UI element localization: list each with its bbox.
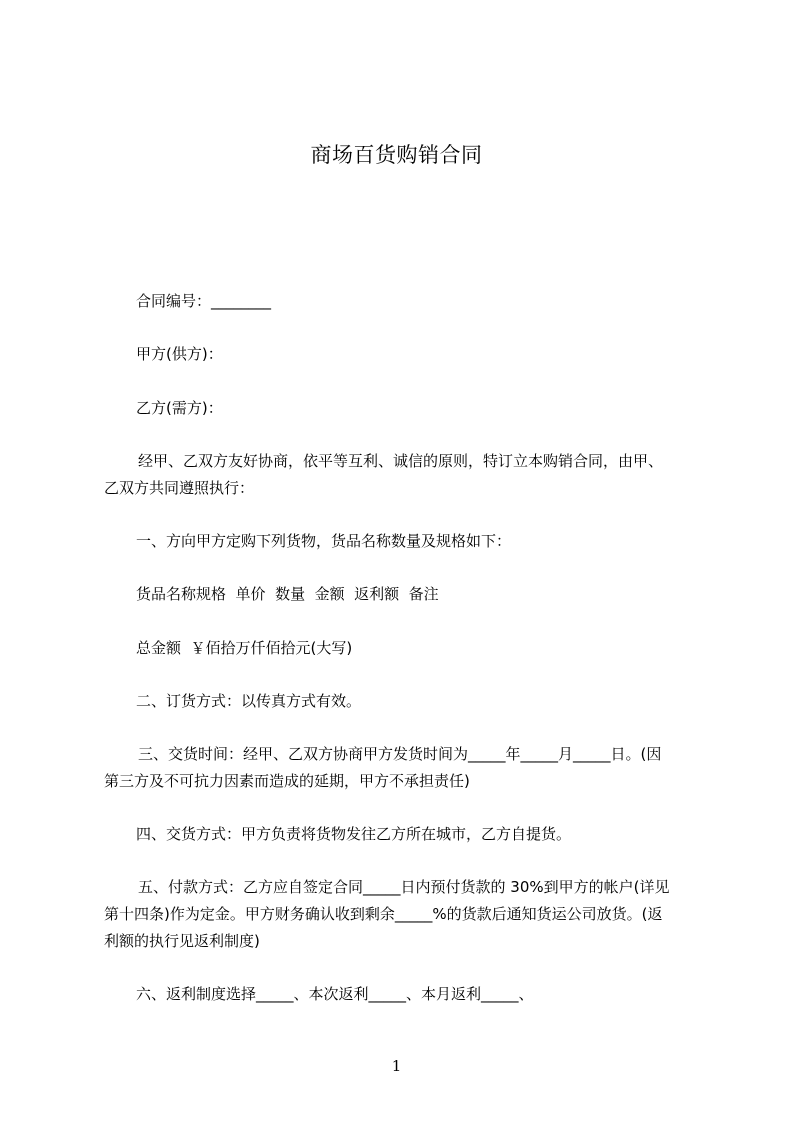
clause-5-line-1: 五、付款方式：乙方应自签定合同_____日内预付货款的 30%到甲方的帐户(详见 [138,878,670,896]
preamble-line-1: 经甲、乙双方友好协商，依平等互利、诚信的原则，特订立本购销合同，由甲、 [138,452,664,470]
clause-6: 六、返利制度选择_____、本次返利_____、本月返利_____、 [136,985,534,1003]
party-b-line: 乙方(需方)： [136,399,223,417]
page-number: 1 [391,1057,402,1075]
clause-2: 二、订货方式：以传真方式有效。 [136,692,362,710]
total-amount-line: 总金额 ￥佰拾万仟佰拾元(大写) [136,639,353,657]
clause-3-line-1: 三、交货时间：经甲、乙双方协商甲方发货时间为_____年_____月_____日。(因 [138,745,662,763]
document-title: 商场百货购销合同 [310,143,483,167]
clause-3-line-2: 第三方及不可抗力因素而造成的延期，甲方不承担责任) [104,772,470,790]
clause-5-line-2: 第十四条)作为定金。甲方财务确认收到剩余_____%的货款后通知货运公司放货。(返 [104,905,663,923]
contract-number-line: 合同编号：________ [136,292,272,310]
clause-5-line-3: 利额的执行见返利制度) [104,932,260,950]
clause-1: 一、方向甲方定购下列货物，货品名称数量及规格如下： [136,532,512,550]
preamble-line-2: 乙双方共同遵照执行： [104,479,255,497]
party-a-line: 甲方(供方)： [136,345,223,363]
goods-table-header: 货品名称规格 单价 数量 金额 返利额 备注 [136,585,439,603]
clause-4: 四、交货方式：甲方负责将货物发往乙方所在城市，乙方自提货。 [136,825,572,843]
